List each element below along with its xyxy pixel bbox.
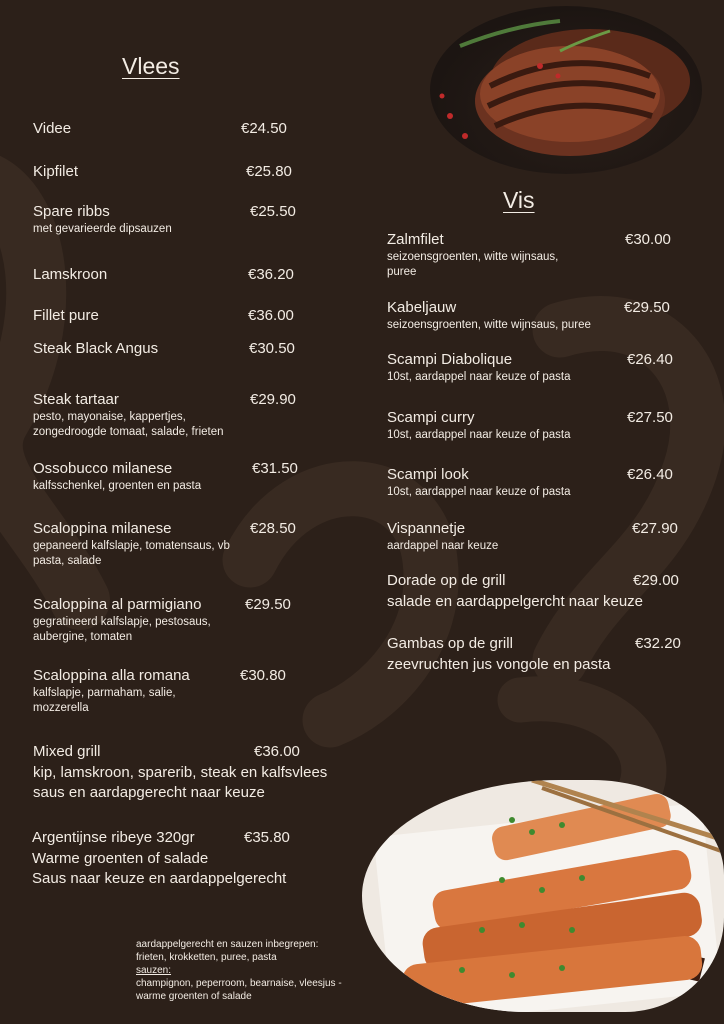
item-price: €35.80 [244, 829, 290, 846]
description-line: seizoensgroenten, witte wijnsaus, [387, 251, 559, 263]
item-price: €24.50 [241, 120, 287, 137]
item-name: Zalmfilet [387, 231, 444, 248]
item-price: €30.00 [625, 231, 671, 248]
sauces-label: sauzen: [136, 965, 172, 976]
description-line: zeevruchten jus vongole en pasta [387, 656, 611, 673]
item-description [33, 763, 327, 803]
fish-section-title: Vis [503, 187, 535, 213]
item-description [387, 428, 571, 443]
item-price: €25.50 [250, 203, 296, 220]
item-price: €26.40 [627, 466, 673, 483]
item-description [33, 222, 172, 237]
item-description [33, 479, 201, 494]
item-price: €36.20 [248, 266, 294, 283]
item-description [33, 686, 176, 716]
description-line: kalfslapje, parmaham, salie, [33, 687, 176, 699]
item-name: Kipfilet [33, 163, 79, 180]
item-description [32, 849, 286, 889]
item-price: €31.50 [252, 460, 298, 477]
item-price: €32.20 [635, 635, 681, 652]
item-description [387, 370, 571, 385]
item-description [33, 539, 230, 569]
description-line: 10st, aardappel naar keuze of pasta [387, 429, 571, 441]
item-name: Scampi curry [387, 409, 475, 426]
item-description [387, 592, 643, 612]
meat-section-title: Vlees [122, 53, 180, 79]
item-price: €30.80 [240, 667, 286, 684]
footnote-line: frieten, krokketten, puree, pasta [136, 952, 277, 963]
item-name: Videe [33, 120, 72, 137]
description-line: Warme groenten of salade [32, 850, 209, 867]
footnote [136, 938, 342, 1003]
item-price: €30.50 [249, 340, 295, 357]
item-name: Steak Black Angus [33, 340, 159, 357]
description-line: seizoensgroenten, witte wijnsaus, puree [387, 319, 591, 331]
item-name: Vispannetje [387, 520, 466, 537]
description-line: pasta, salade [33, 555, 102, 567]
description-line: aubergine, tomaten [33, 631, 133, 643]
item-name: Steak tartaar [33, 391, 119, 408]
item-price: €28.50 [250, 520, 296, 537]
description-line: gegratineerd kalfslapje, pestosaus, [33, 616, 211, 628]
item-name: Ossobucco milanese [33, 460, 173, 477]
item-name: Spare ribbs [33, 203, 110, 220]
footnote-line: champignon, peperroom, bearnaise, vleesjus - [136, 978, 342, 989]
description-line: kip, lamskroon, sparerib, steak en kalfsvlees [33, 764, 328, 781]
item-description [33, 615, 211, 645]
description-line: kalfsschenkel, groenten en pasta [33, 480, 202, 492]
description-line: salade en aardappelgercht naar keuze [387, 593, 644, 610]
item-price: €26.40 [627, 351, 673, 368]
description-line: pesto, mayonaise, kappertjes, [33, 411, 186, 423]
item-description [387, 318, 591, 333]
item-name: Argentijnse ribeye 320gr [32, 829, 195, 846]
description-line: puree [387, 266, 417, 278]
item-price: €36.00 [254, 743, 300, 760]
item-name: Fillet pure [33, 307, 99, 324]
item-name: Gambas op de grill [387, 635, 513, 652]
steak-photo [430, 6, 702, 174]
item-name: Mixed grill [33, 743, 101, 760]
description-line: Saus naar keuze en aardappelgerecht [32, 870, 287, 887]
item-description [387, 250, 558, 280]
footnote-line: warme groenten of salade [136, 991, 252, 1002]
item-price: €29.90 [250, 391, 296, 408]
item-description [387, 655, 610, 675]
item-price: €29.00 [633, 572, 679, 589]
item-name: Scaloppina al parmigiano [33, 596, 202, 613]
item-name: Lamskroon [33, 266, 108, 283]
item-price: €25.80 [246, 163, 292, 180]
item-name: Scampi look [387, 466, 469, 483]
item-name: Dorade op de grill [387, 572, 506, 589]
item-name: Scaloppina alla romana [33, 667, 190, 684]
item-description [387, 539, 498, 554]
item-price: €29.50 [245, 596, 291, 613]
salmon-photo [362, 780, 724, 1012]
description-line: gepaneerd kalfslapje, tomatensaus, vb [33, 540, 230, 552]
description-line: met gevarieerde dipsauzen [33, 223, 172, 235]
item-name: Scaloppina milanese [33, 520, 172, 537]
description-line: 10st, aardappel naar keuze of pasta [387, 371, 571, 383]
item-price: €29.50 [624, 299, 670, 316]
description-line: zongedroogde tomaat, salade, frieten [33, 426, 224, 438]
item-price: €36.00 [248, 307, 294, 324]
footnote-line: aardappelgerecht en sauzen inbegrepen: [136, 939, 319, 950]
description-line: 10st, aardappel naar keuze of pasta [387, 486, 571, 498]
item-name: Kabeljauw [387, 299, 457, 316]
item-description [33, 410, 224, 440]
description-line: saus en aardapgerecht naar keuze [33, 784, 265, 801]
item-price: €27.50 [627, 409, 673, 426]
description-line: aardappel naar keuze [387, 540, 499, 552]
item-description [387, 485, 571, 500]
description-line: mozzerella [33, 702, 89, 714]
item-name: Scampi Diabolique [387, 351, 513, 368]
item-price: €27.90 [632, 520, 678, 537]
